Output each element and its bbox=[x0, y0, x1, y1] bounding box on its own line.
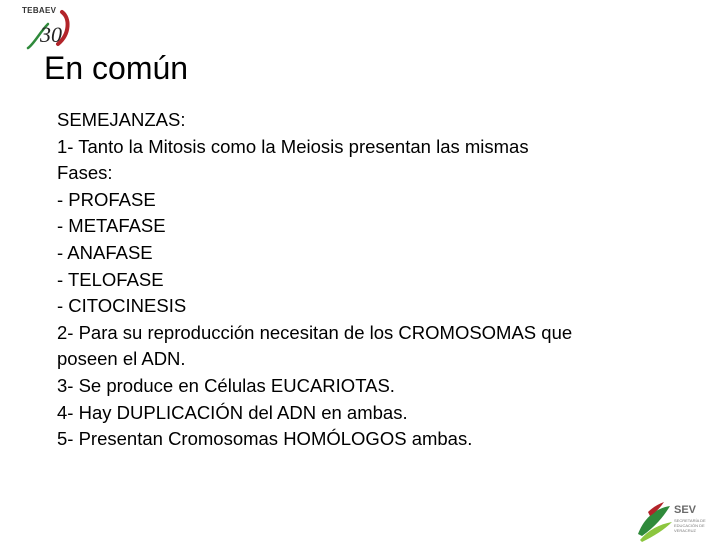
content-line: poseen el ADN. bbox=[57, 348, 186, 370]
content-line: 2- Para su reproducción necesitan de los CROMOSOMAS que bbox=[57, 321, 573, 343]
content-line: 4- Hay DUPLICACIÓN del ADN en ambas. bbox=[57, 401, 408, 423]
content-line: SEMEJANZAS: bbox=[57, 109, 186, 130]
tebaev-logo-label: TEBAEV bbox=[22, 6, 57, 15]
content-line: - CITOCINESIS bbox=[57, 295, 187, 317]
sev-logo-label: SEV bbox=[674, 504, 697, 516]
page-title: En común bbox=[44, 50, 189, 86]
content-line: - TELOFASE bbox=[57, 268, 164, 290]
content-body bbox=[57, 107, 697, 453]
content-line: 1- Tanto la Mitosis como la Meiosis presentan las mismas bbox=[57, 135, 529, 157]
content-line: Fases: bbox=[57, 162, 113, 184]
content-line: 5- Presentan Cromosomas HOMÓLOGOS ambas. bbox=[57, 428, 473, 450]
sev-logo-subtitle: SECRETARÍA DE EDUCACIÓN DE VERACRUZ bbox=[674, 518, 706, 533]
sev-leaf-icon bbox=[634, 498, 674, 544]
sev-logo bbox=[634, 498, 726, 544]
content-line: - METAFASE bbox=[57, 215, 166, 237]
svg-text:30: 30 bbox=[40, 22, 62, 47]
content-line: - PROFASE bbox=[57, 188, 156, 210]
content-line: 3- Se produce en Células EUCARIOTAS. bbox=[57, 374, 395, 396]
content-line: - ANAFASE bbox=[57, 241, 153, 263]
